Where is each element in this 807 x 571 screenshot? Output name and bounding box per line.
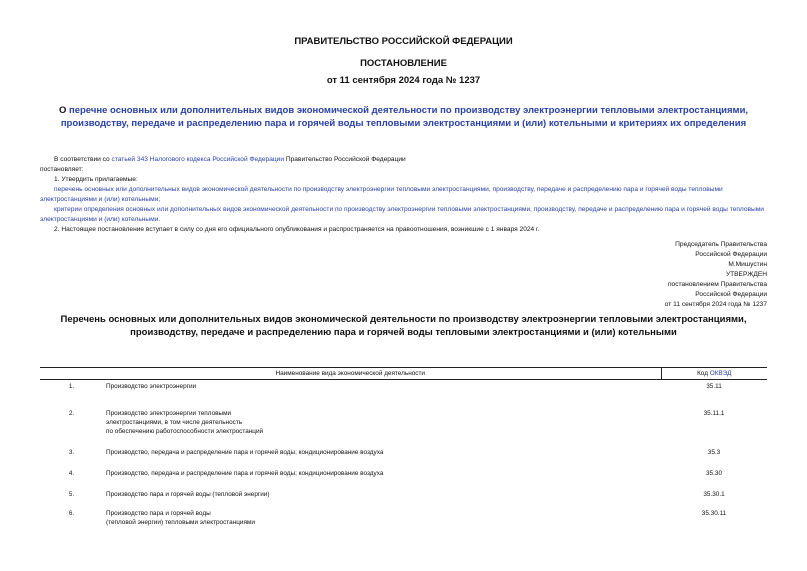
signature-line: Российской Федерации (695, 251, 767, 258)
row-number: 1. (68, 383, 75, 390)
row-number: 6. (68, 510, 75, 517)
table-row (40, 407, 767, 446)
column-header-name: Наименование вида экономической деятельности (40, 368, 661, 380)
row-okved-code: 35.11 (706, 383, 722, 390)
signature-line: Председатель Правительства (675, 241, 767, 248)
activity-name-line: электростанциями, в том числе деятельность (106, 419, 243, 426)
row-okved-code: 35.3 (707, 449, 721, 456)
item-1-b-link[interactable]: критерии определения основных или дополнительных видов экономической деятельности по производству электроэнергии тепловыми электростанциями, производству, передаче и распределению пара и горячей воды тепловыми электростанциями и (или) котельными. (40, 206, 764, 223)
signature-block (467, 240, 767, 310)
row-number: 3. (68, 449, 75, 456)
approval-line: постановлением Правительства (667, 281, 767, 288)
activity-name-line: Производство, передача и распределение пара и горячей воды; кондиционирование воздуха (106, 449, 384, 456)
item-1-a-link[interactable]: перечень основных или дополнительных видов экономической деятельности по производству электроэнергии тепловыми электростанциями, производству, передаче и распределению пара и горячей воды тепловыми электростанциями и (или) котельными; (40, 186, 723, 203)
okved-link[interactable]: ОКВЭД (709, 370, 732, 377)
row-activity-name (103, 380, 661, 408)
activity-name-line: Производство электроэнергии тепловыми (106, 410, 232, 417)
table-row (40, 446, 767, 467)
row-activity-name (103, 467, 661, 488)
code-header-text: Код (697, 370, 710, 377)
item-1: 1. Утвердить прилагаемые: (54, 176, 138, 183)
row-number: 2. (68, 410, 75, 417)
approval-line: УТВЕРЖДЕН (725, 271, 767, 278)
activity-name-line: Производство пара и горячей воды (106, 510, 211, 517)
table-header-row (40, 368, 767, 380)
activity-table (40, 367, 767, 527)
table-row (40, 467, 767, 488)
activity-name-line: Производство электроэнергии (106, 383, 197, 390)
table-row (40, 380, 767, 408)
row-okved-code: 35.11.1 (703, 410, 725, 417)
signature-line: М.Мишустин (728, 261, 767, 268)
row-activity-name (103, 507, 661, 527)
intro-text-end: Правительство Российской Федерации (284, 156, 406, 163)
intro-paragraph (40, 155, 767, 165)
document-title-link[interactable]: перечне основных или дополнительных видов экономической деятельности по производству электроэнергии тепловыми электростанциями, производству, передаче и распределению пара и горячей воды тепловыми электростанциями и (или) котельными и критериях их определения (60, 105, 749, 129)
government-name: ПРАВИТЕЛЬСТВО РОССИЙСКОЙ ФЕДЕРАЦИИ (294, 36, 513, 47)
item-2: 2. Настоящее постановление вступает в силу со дня его официального опубликования и распространяется на правоотношения, возникшие с 1 января 2024 г. (54, 226, 540, 233)
document-title-prefix: О (58, 105, 69, 116)
column-header-code (661, 368, 767, 380)
row-activity-name (103, 488, 661, 507)
row-okved-code: 35.30.1 (703, 491, 725, 498)
activity-name-line: Производство, передача и распределение пара и горячей воды; кондиционирование воздуха (106, 470, 384, 477)
row-okved-code: 35.30.11 (701, 510, 727, 517)
intro-text: В соответствии со (54, 156, 112, 163)
row-activity-name (103, 446, 661, 467)
row-number: 5. (68, 491, 75, 498)
list-title: Перечень основных или дополнительных видов экономической деятельности по производству электроэнергии тепловыми электростанциями, производству, передаче и распределению пара и горячей воды тепловыми электростанциями и (или) котельными (60, 314, 747, 338)
intro-resolves: постановляет: (40, 166, 84, 173)
row-okved-code: 35.30 (706, 470, 722, 477)
document-date-number: от 11 сентября 2024 года № 1237 (326, 75, 481, 86)
row-number: 4. (68, 470, 75, 477)
approval-line: от 11 сентября 2024 года № 1237 (664, 301, 767, 308)
table-row (40, 488, 767, 507)
table-row (40, 507, 767, 527)
document-title (40, 104, 767, 130)
activity-name-line: (тепловой энергии) тепловыми электростанциями (106, 519, 255, 526)
document-body (40, 155, 767, 235)
row-activity-name (103, 407, 661, 446)
table-body (40, 380, 767, 528)
document-type: ПОСТАНОВЛЕНИЕ (360, 58, 447, 69)
activity-name-line: Производство пара и горячей воды (тепловой энергии) (106, 491, 270, 498)
activity-name-line: по обеспечению работоспособности электростанций (106, 428, 264, 435)
approval-line: Российской Федерации (695, 291, 767, 298)
tax-code-link[interactable]: статьей 343 Налогового кодекса Российской Федерации (111, 156, 285, 163)
